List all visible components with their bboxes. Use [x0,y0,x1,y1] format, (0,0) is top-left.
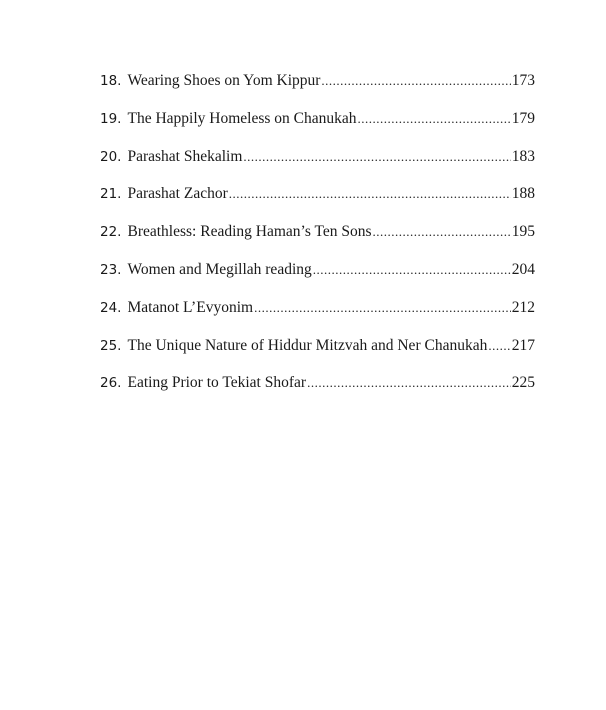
toc-entry-page: 217 [511,336,535,354]
toc-entry-title: Eating Prior to Tekiat Shofar [127,374,307,392]
dot-leader [358,108,511,130]
dot-leader [313,259,511,281]
toc-entry-title: Wearing Shoes on Yom Kippur [127,72,321,89]
toc-entry-page: 195 [511,223,535,241]
toc-entry-24 [100,297,535,335]
toc-entry-page: 225 [511,374,535,392]
toc-entry-title: Parashat Zachor [127,185,228,203]
toc-entry-20 [100,146,535,184]
table-of-contents [100,70,535,410]
toc-entry-page: 173 [511,72,535,89]
toc-entry-25 [100,335,535,373]
dot-leader [254,297,511,319]
toc-entry-page: 183 [511,147,535,165]
toc-entry-page: 212 [511,298,535,316]
dot-leader [488,335,510,357]
toc-entry-number: 22. [100,224,122,241]
toc-entry-title: The Unique Nature of Hiddur Mitzvah and Ner Chanukah [127,336,488,354]
toc-entry-21 [100,183,535,221]
dot-leader [373,221,511,243]
toc-entry-title: The Happily Homeless on Chanukah [127,109,357,127]
toc-entry-number: 25. [100,337,122,354]
toc-entry-19 [100,108,535,146]
toc-entry-number: 23. [100,261,122,278]
toc-entry-26 [100,372,535,410]
toc-entry-number: 24. [100,299,122,316]
toc-entry-page: 204 [511,260,535,278]
toc-entry-number: 26. [100,375,122,392]
toc-entry-title: Women and Megillah reading [127,260,312,278]
toc-entry-title: Parashat Shekalim [127,147,243,165]
toc-entry-number: 18. [100,73,122,89]
toc-entry-number: 19. [100,110,122,127]
toc-entry-number: 20. [100,148,122,165]
toc-entry-title: Matanot L’Evyonim [127,298,254,316]
toc-entry-page: 188 [511,185,535,203]
toc-entry-22 [100,221,535,259]
dot-leader [229,183,511,205]
dot-leader [307,372,511,394]
dot-leader [243,146,510,168]
dot-leader [321,70,510,92]
toc-entry-18 [100,70,535,108]
toc-entry-number: 21. [100,186,122,203]
toc-entry-page: 179 [511,109,535,127]
toc-entry-23 [100,259,535,297]
toc-entry-title: Breathless: Reading Haman’s Ten Sons [127,223,372,241]
